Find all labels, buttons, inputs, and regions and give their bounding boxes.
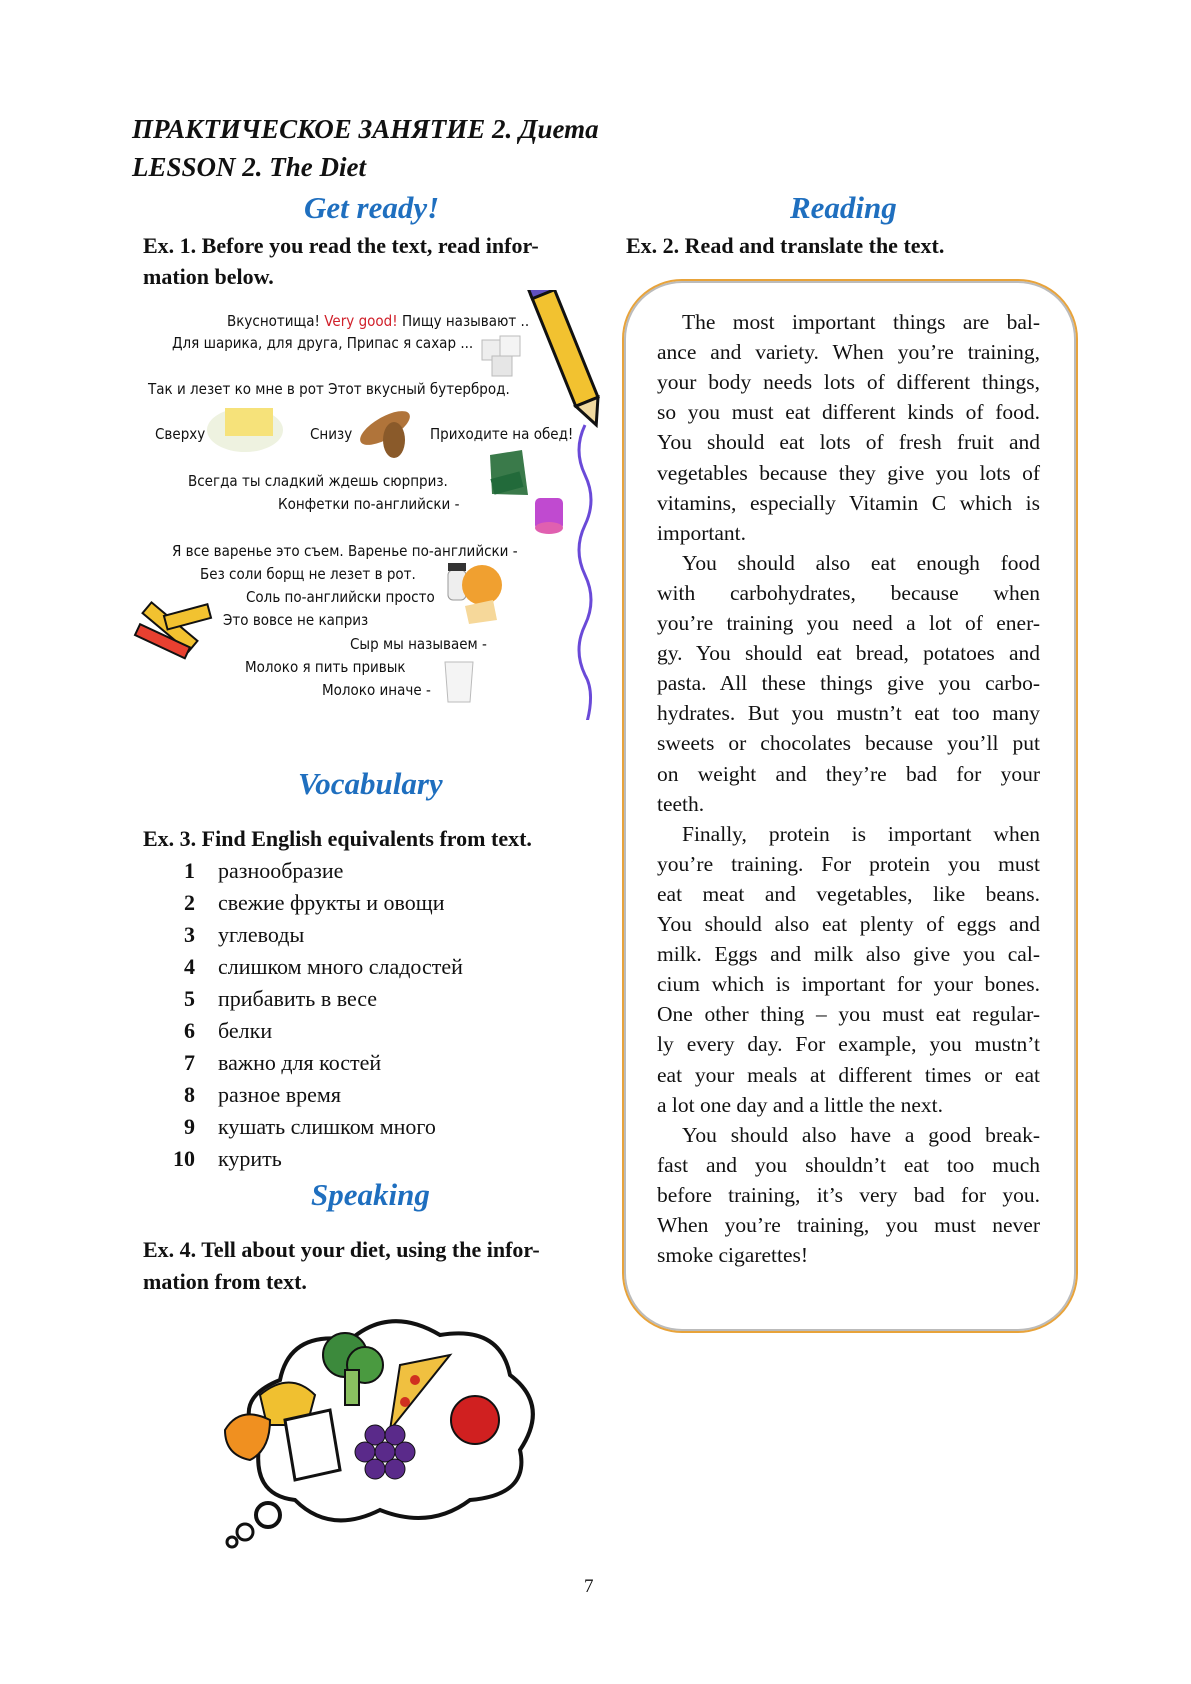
vocab-item: курить xyxy=(218,1146,282,1171)
poem-line: Сверху xyxy=(155,425,206,443)
wavy-line-icon xyxy=(579,425,591,720)
poem-line: Приходите на обед! xyxy=(430,425,574,443)
reading-line: You should also eat enough food xyxy=(682,550,1040,575)
ex1-line2: mation below. xyxy=(143,264,274,289)
reading-line: a lot one day and a little the next. xyxy=(657,1092,943,1117)
poem-line: Молоко я пить привык xyxy=(245,658,406,676)
vocab-number: 8 xyxy=(184,1082,195,1107)
vocab-item: прибавить в весе xyxy=(218,986,378,1011)
reading-line: ance and variety. When you’re training, xyxy=(657,340,1040,365)
milk-jug-icon xyxy=(445,662,473,702)
poem-line: Так и лезет ко мне в рот Этот вкусный бутерброд. xyxy=(148,380,510,398)
reading-line: hydrates. But you mustn’t eat too many xyxy=(657,701,1040,726)
vocab-number: 3 xyxy=(184,922,195,947)
vocab-item: разнообразие xyxy=(218,858,344,883)
ex4-line2: mation from text. xyxy=(143,1269,307,1294)
vocab-item: важно для костей xyxy=(218,1050,382,1075)
title-ru: ПРАКТИЧЕСКОЕ ЗАНЯТИЕ 2. Диета xyxy=(132,114,599,144)
vocab-item: слишком много сладостей xyxy=(218,954,463,979)
poem-line: Всегда ты сладкий ждешь сюрприз. xyxy=(188,472,448,490)
reading-line: You should also have a good break- xyxy=(682,1122,1040,1147)
reading-line: with carbohydrates, because when xyxy=(657,580,1040,605)
reading-line: You should eat lots of fresh fruit and xyxy=(657,430,1040,455)
sugar-cubes-icon xyxy=(482,336,520,376)
vocab-number: 4 xyxy=(184,954,195,979)
reading-line: ly every day. For example, you mustn’t xyxy=(657,1032,1040,1057)
reading-line: sweets or chocolates because you’ll put xyxy=(657,731,1040,756)
vocab-number: 10 xyxy=(173,1146,195,1171)
reading-line: on weight and they’re bad for your xyxy=(657,761,1040,786)
poem-line xyxy=(227,312,529,330)
tomato-icon xyxy=(451,1396,499,1444)
section-get-ready: Get ready! xyxy=(304,190,440,225)
poem-text-red: Very good! xyxy=(324,312,398,330)
ex2-instruction: Ex. 2. Read and translate the text. xyxy=(626,233,945,258)
vocab-item: белки xyxy=(218,1018,273,1043)
reading-line: vitamins, especially Vitamin C which is xyxy=(657,490,1040,515)
vocab-number: 7 xyxy=(184,1050,195,1075)
reading-line: One other thing – you must eat regular- xyxy=(657,1002,1040,1027)
poem-line: Соль по-английски просто xyxy=(246,588,435,606)
vocab-item: свежие фрукты и овощи xyxy=(218,890,445,915)
reading-line: You should also eat plenty of eggs and xyxy=(657,912,1040,936)
ex4-line1: Ex. 4. Tell about your diet, using the infor- xyxy=(143,1237,540,1262)
title-en: LESSON 2. The Diet xyxy=(132,152,367,182)
pencils-icon xyxy=(135,602,211,658)
poem-line: Это вовсе не каприз xyxy=(223,611,369,629)
reading-line: teeth. xyxy=(657,791,705,816)
thought-bubble-food-illustration xyxy=(220,1310,540,1555)
reading-line: before training, it’s very bad for you. xyxy=(657,1182,1040,1207)
vocab-item: кушать слишком много xyxy=(218,1114,436,1139)
jam-jar-icon xyxy=(535,498,563,534)
section-reading: Reading xyxy=(790,190,897,225)
reading-line: so you must eat different kinds of food. xyxy=(657,400,1040,425)
vocab-item: углеводы xyxy=(218,922,305,947)
vocab-number: 1 xyxy=(184,858,195,883)
poem-line: Конфетки по-английски - xyxy=(278,495,460,513)
reading-line: Finally, protein is important when xyxy=(682,821,1040,846)
milk-carton-icon xyxy=(285,1410,340,1480)
reading-line: you’re training you need a lot of ener- xyxy=(657,611,1040,635)
poem-line: Сыр мы называем - xyxy=(350,635,487,653)
page-number: 7 xyxy=(584,1576,594,1597)
bread-icon xyxy=(355,404,414,458)
section-vocabulary: Vocabulary xyxy=(298,766,443,801)
poem-line: Снизу xyxy=(310,425,353,443)
reading-line: The most important things are bal- xyxy=(682,310,1040,334)
ex1-line1: Ex. 1. Before you read the text, read infor- xyxy=(143,233,539,258)
vocab-number: 9 xyxy=(184,1114,195,1139)
reading-line: eat meat and vegetables, like beans. xyxy=(657,881,1040,906)
poem-line: Молоко иначе - xyxy=(322,681,431,699)
reading-line: smoke cigarettes! xyxy=(657,1243,809,1268)
poem-text: Пищу называют .. xyxy=(397,312,530,330)
reading-line: pasta. All these things give you carbo- xyxy=(657,671,1040,696)
reading-line: When you’re training, you must never xyxy=(657,1213,1040,1237)
cheese-icon xyxy=(462,565,502,624)
reading-line: your body needs lots of different things, xyxy=(657,370,1040,395)
reading-line: cium which is important for your bones. xyxy=(657,972,1040,997)
pencil-icon xyxy=(527,290,600,429)
section-speaking: Speaking xyxy=(311,1177,430,1212)
reading-line: you’re training. For protein you must xyxy=(657,851,1040,876)
vocab-item: разное время xyxy=(218,1082,341,1107)
vocab-number: 6 xyxy=(184,1018,195,1043)
poem-line: Для шарика, для друга, Припас я сахар ... xyxy=(172,334,474,352)
poem-text: Вкуснотища! xyxy=(227,312,325,330)
reading-line: important. xyxy=(657,520,746,545)
poem-line: Без соли борщ не лезет в рот. xyxy=(200,565,416,583)
reading-line: vegetables because they give you lots of xyxy=(657,460,1040,485)
ex3-instruction: Ex. 3. Find English equivalents from text. xyxy=(143,826,532,851)
vocab-number: 5 xyxy=(184,986,195,1011)
vocab-number: 2 xyxy=(184,890,195,915)
butter-icon xyxy=(207,408,283,452)
reading-line: fast and you shouldn’t eat too much xyxy=(657,1152,1040,1177)
reading-line: gy. You should eat bread, potatoes and xyxy=(657,641,1040,666)
reading-line: eat your meals at different times or eat xyxy=(657,1062,1040,1087)
poem-line: Я все варенье это съем. Варенье по-английски - xyxy=(172,542,518,560)
reading-line: milk. Eggs and milk also give you cal- xyxy=(657,942,1040,967)
candy-icon xyxy=(490,450,528,495)
